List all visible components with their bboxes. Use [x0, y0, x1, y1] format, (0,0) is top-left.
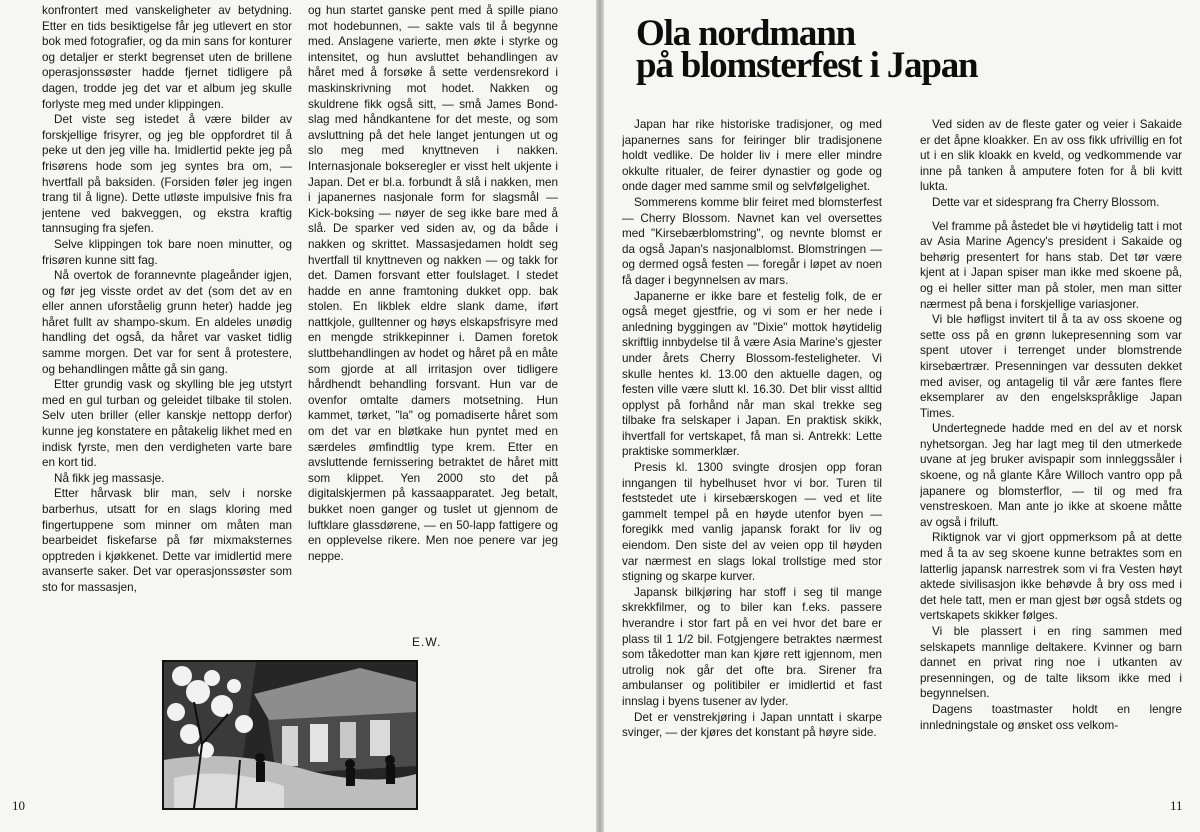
paragraph: Dagens toastmaster holdt en lengre innledningstale og ønsket oss velkom- [920, 702, 1182, 732]
paragraph: konfrontert med vanskeligheter av betydning. Etter en tids besiktigelse får jeg utlevert en stor bok med fotografier, og da min sans for konturer og detaljer er sterkt begrenset uten de brillene operasjonssøster hadde fjernet tidligere på dagen, trodde jeg det var et album jeg skulle forlyste meg med under klippingen. [42, 4, 292, 111]
right-column-2 [920, 117, 1182, 809]
paragraph: Nå fikk jeg massasje. [54, 471, 165, 485]
paragraph: Undertegnede hadde med en del av et norsk nyhetsorgan. Jeg har lagt meg til den utmerkede uvane at jeg bruker avispapir som innleggssåler i skoene, og nå glante Kåre Willoch vantro opp på japanere og blomsterflor, — til og med fra venstreskoen. Man ante jo ikke at skoene måtte av også i friluft. [920, 422, 1182, 529]
paragraph: Etter grundig vask og skylling ble jeg utstyrt med en gul turban og geleidet tilbake til stolen. Selv uten briller (eller kanskje nettopp derfor) kunne jeg konstatere en påtakelig likhet med en indisk fyrste, men den verdigheten varte bare en kort tid. [42, 378, 292, 470]
paragraph: Vi ble høfligst invitert til å ta av oss skoene og sette oss på en grønn lukepresenning som var spent utover i terrenget under blomstrende kirsebærtrær. Presenningen var dessuten dekket med aviser, og antagelig til vår ære fantes flere eksemplarer av den engelskspråklige Japan Times. [920, 313, 1182, 420]
author-signature: E.W. [412, 635, 442, 649]
paragraph: og hun startet ganske pent med å spille piano mot hodebunnen, — sakte vals til å begynne med. Anslagene varierte, men økte i styrke og intensitet, og hun avsluttet behandlingen av håret med å forsøke å sette verdensrekord i maskinskrivning mot hodet. Nakken og skuldrene fikk også sitt, — små James Bond-slag med håndkantene for det meste, og som avsluttning på det hele langet jentungen ut og slo meg med knyttneven i nakken. Internasjonale bokseregler er visst helt ukjente i Japan. Det er bl.a. forbundt å slå i nakken, men i japanernes nasjonale form for slagsmål — Kick-boksing — nøyer de seg ikke bare med å slå. De sparker ved siden av, og da både i nakken og skrittet. Massasjedamen holdt seg hvertfall til knyttneven og nakken — og takk for det. Damen forsvant etter foulslaget. I stedet hadde en anne framtoning dukket opp. bak stolen. En likblek eldre slank dame, iført nattkjole, gulltenner og høys elskapsfrisyre med en mengde strikkepinner i. Damen foretok sluttbehandlingen av hodet og håret på en måte som gjorde at all irritasjon over tidligere hårdhendt behandling forsvant. Hun var de ovenfor omtalte damers motsetning. Hun kammet, tørket, "la" og pomadiserte håret som om det var en bløtkake hun pyntet med en særdeles ømfindtlig type krem. Etter en avsluttende fernissering betraktet de håret mitt som klippet. Yen 2000 sto det på digitalskjermen på kassaapparatet. Jeg betalt, bukket noen ganger og tuslet ut gjennom de luftklare glassdørene, — en 50-lapp fattigere og en opplevelse rikere. Men noe penere var jeg neppe. [308, 4, 558, 563]
paragraph: Nå overtok de forannevnte plageånder igjen, og før jeg visste ordet av det (som det av en eller annen uforståelig grunn heter) hadde jeg håret fullt av shampo-skum. En aldeles unødig handling det også, da håret var vasket tidlig samme morgen. Det var for sent å protestere, og behandlingen måtte gå sin gang. [42, 269, 292, 376]
book-gutter [596, 0, 604, 832]
paragraph: Japansk bilkjøring har stoff i seg til mange skrekkfilmer, og to biler kan f.eks. passere hverandre i stor fart på en vei hvor det bare er plass til 1 1/2 bil. Fotgjengere betraktes nærmest som tåkedotter man kan kjøre rett igjennom, men utrolig nok går det ofte bra. Sirener fra ambulanser og politibiler er imidlertid et fast innslag i byens tusener av lyder. [622, 585, 882, 708]
paragraph: Etter hårvask blir man, selv i norske barberhus, utsatt for en slags kloring med fingertuppene som minner om måten man bearbeidet fiskefarse på før mixmaksternes opptreden i kjøkkenet. Dette var imidlertid mere avanserte saker. Det var operasjonssøster som sto for massasjen, [42, 487, 292, 594]
left-page [0, 0, 596, 832]
paragraph: Vel framme på åstedet ble vi høytidelig tatt i mot av Asia Marine Agency's president i Sakaide og behørig presentert for hans stab. Det tør være kjent at i Japan spiser man ikke med skoene på, og ei heller sitter man på stoler, men man sitter nærmest på bena i forskjellige variasjoner. [920, 219, 1182, 311]
right-column-1 [622, 117, 882, 812]
garden-photo-image [164, 662, 416, 808]
paragraph: Presis kl. 1300 svingte drosjen opp foran inngangen til hybelhuset hvor vi bor. Turen til feststedet ute i kirsebærskogen — ved et lite gammelt tempel på en høyde utenfor byen — foregikk med vanlig japansk forakt for liv og eiendom. Den siste del av veien opp til høyden var nærmest en slags lokal trollstige med stor stigning og skarpe kurver. [622, 461, 882, 584]
left-column-2 [308, 3, 558, 623]
paragraph: Dette var et sidesprang fra Cherry Blossom. [932, 195, 1160, 209]
headline-line-1: Ola nordmann [636, 13, 855, 54]
headline-line-2: på blomsterfest i Japan [636, 45, 978, 86]
paragraph: Riktignok var vi gjort oppmerksom på at dette med å ta av seg skoene kunne betraktes som en latterlig japansk narrestrek som vi fra Vesten høyt aktede sivilisasjon ikke behøvde å bry oss med i det hele tatt, men er man gjest bør også stdets og vertskapets skikker følges. [920, 531, 1182, 623]
paragraph: Japanerne er ikke bare et festelig folk, de er også meget gjestfrie, og vi som er her nede i anledning byggingen av "Dixie" mottok høytidelig skriftlig innbydelse til å være Asia Marine's gjester under årets Cherry Blossom-festeligheter. Vi skulle hentes kl. 13.00 den aktuelle dagen, og festen ville være slutt kl. 16.30. Det blir visst alltid opplyst på forhånd når man skal trekke seg tilbake fra selskaper i Japan. En praktisk skikk, ihvertfall for vertskapet, få man si. Antrekk: Lette praktiske sommerklær. [622, 289, 882, 459]
page-number: 11 [1170, 798, 1183, 813]
paragraph: Vi ble plassert i en ring sammen med selskapets mannlige deltakere. Kvinner og barn dannet en privat ring noe i utkanten av presenningen, og de talte liksom ikke med i begynnelsen. [920, 625, 1182, 701]
paragraph: Sommerens komme blir feiret med blomsterfest — Cherry Blossom. Navnet kan vel oversettes med "Kirsebærblomstring", og nevnte blomst er da også Japan's nasjonalblomst. Blomstringen — og dermed også festen — foregår i løpet av noen få dager i begynnelsen av mars. [622, 195, 882, 287]
article-headline [636, 13, 1056, 86]
right-page [604, 0, 1200, 832]
left-column-1 [42, 3, 292, 653]
paragraph: Det viste seg istedet å være bilder av forskjellige frisyrer, og jeg ble oppfordret til å peke ut den jeg ville ha. Imidlertid pekte jeg på frisørens hode som jeg syntes bra om, — hvertfall på baksiden. (Forsiden føler jeg ingen trang til å ligne). Dette utløste impulsive fnis fra jentene ved bakveggen, og ekstra kraftig tannsuging fra sjefen. [42, 113, 292, 236]
paragraph: Det er venstrekjøring i Japan unntatt i skarpe svinger, — der kjøres det konstant på høyre side. [622, 710, 882, 740]
paragraph: Japan har rike historiske tradisjoner, og med japanernes sans for feiringer blir tradisjonene holdt vedlike. De holder liv i mere eller mindre okkulte ritualer, de feirer dynastier og gode og onde dager med samme smil og selvfølgelighet. [622, 118, 882, 194]
paragraph: Selve klippingen tok bare noen minutter, og frisøren kunne sitt fag. [42, 237, 292, 267]
page-number: 10 [12, 798, 25, 813]
garden-photo [162, 660, 418, 810]
paragraph: Ved siden av de fleste gater og veier i Sakaide er det åpne kloakker. En av oss fikk ufrivillig en fot ut i en slik kloakk en kveld, og vedkommende var inne på tanken å amputere foten for å bli kvitt lukta. [920, 118, 1182, 194]
